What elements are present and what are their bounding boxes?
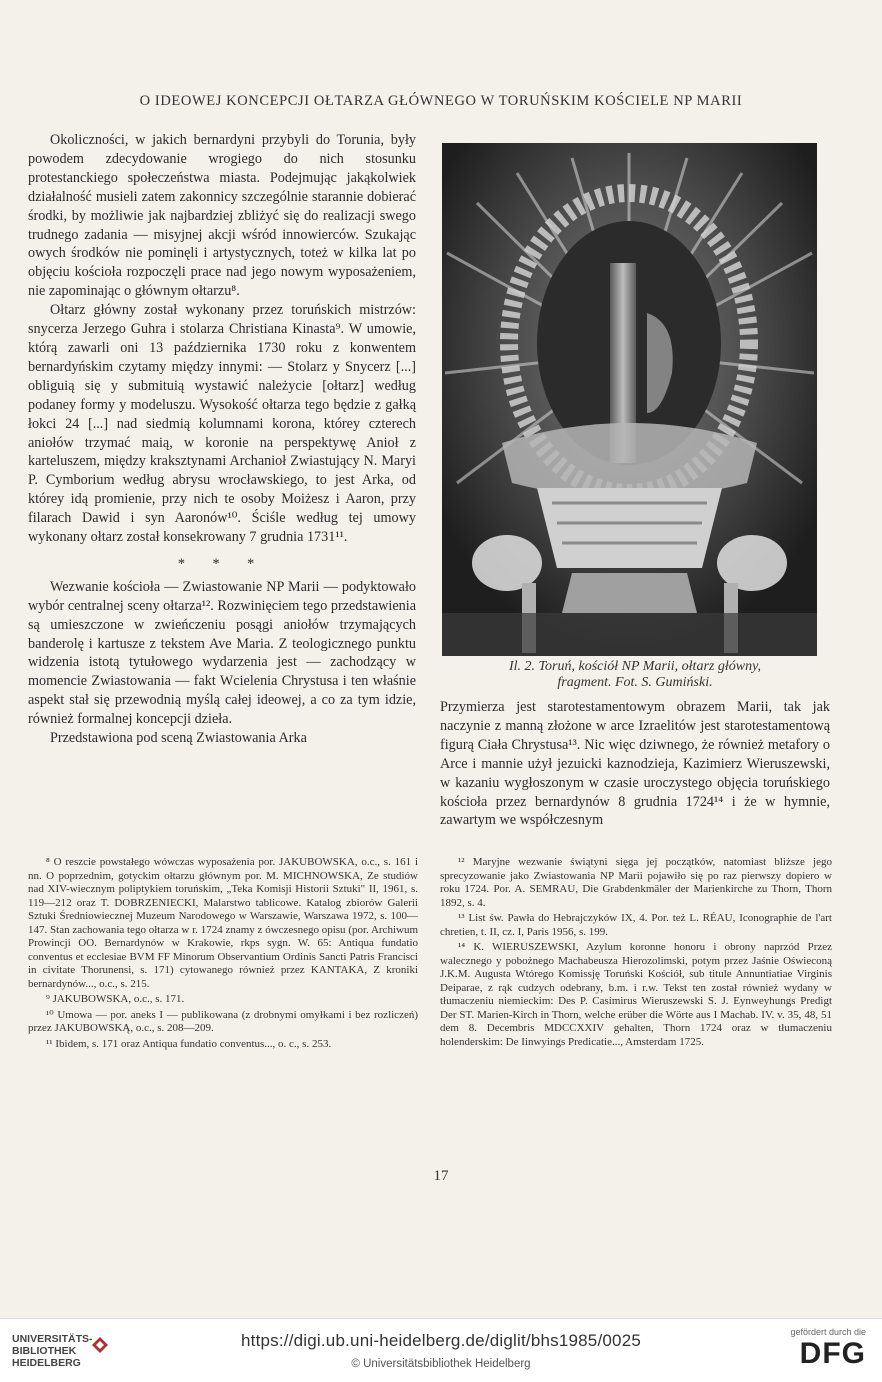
logo-text-line: BIBLIOTHEK xyxy=(12,1345,77,1357)
paragraph: Ołtarz główny został wykonany przez toruńskich mistrzów: snycerza Jerzego Guhra i stolarza Christiana Kinasta⁹. W umowie, którą zawarli oni 13 października 1730 roku z konwentem bernardyńskim czytamy między innymi: — Stolarz y Snycerz [...] obliguią się y submituią wystawić należycie [ołtarz] według podaney formy y modeluszu. Wysokość ołtarza tego będzie z gałką łokci 24 [...] nad siedmią kolumnami korona, którey czterech aniołów trzymać maią, w koronie na perspektywę Anioł z karteluszem, między kraksztynami Archanioł Zwiastujący N. Maryi P. Cymborium według abrysu wrocławskiego, to jest Arka, od którey idą promienie, przy nich te osoby Moiżesz i Aaron, przy filarach Dawid i syn Aaronów¹⁰. Ściśle według tej umowy wykonany ołtarz został konsekrowany 7 grudnia 1731¹¹. xyxy=(28,302,416,546)
viewer-footer xyxy=(0,1318,882,1382)
footnote: ¹⁰ Umowa — por. aneks I — publikowana (z drobnymi omyłkami i bez rozliczeń) przez JAKUBOWSKĄ, o.c., s. 208—209. xyxy=(28,1008,418,1034)
running-head: O IDEOWEJ KONCEPCJI OŁTARZA GŁÓWNEGO W TORUŃSKIM KOŚCIELE NP MARII xyxy=(139,93,743,109)
paragraph: Przymierza jest starotestamentowym obrazem Marii, tak jak naczynie z manną złożone w arce Izraelitów jest starotestamentową figurą Ciała Chrystusa¹³. Nic więc dziwnego, że również metafory o Arce i mannie użył jezuicki kaznodzieja, Kazimierz Wieruszewski, w kazaniu wygłoszonym w czasie uroczystego objęcia toruńskiego kościoła przez bernardynów 8 grudnia 1724¹⁴ i że w hymnie, zawartym we współczesnym xyxy=(440,699,830,829)
footnote: ¹³ List św. Pawła do Hebrajczyków IX, 4. Por. też L. RÉAU, Iconographie de l'art chretien, t. II, cz. I, Paris 1956, s. 199. xyxy=(440,912,832,938)
footnotes-left xyxy=(28,856,418,1053)
footnote: ¹¹ Ibidem, s. 171 oraz Antiqua fundatio conventus..., o. c., s. 253. xyxy=(46,1037,332,1050)
altar-photograph xyxy=(442,143,817,656)
logo-text-line: UNIVERSITÄTS- xyxy=(12,1333,93,1345)
paragraph: Wezwanie kościoła — Zwiastowanie NP Marii — podyktowało wybór centralnej sceny ołtarza¹². Rozwinięciem tego przedstawienia są umieszczone w zwieńczeniu posągi aniołów trzymających banderolę i kartusze z tekstem Ave Maria. Z teologicznego punktu widzenia istotą tytułowego wydarzenia jest — zachodzący w momencie Zwiastowania — fakt Wcielenia Chrystusa i ten właśnie aspekt stał się przewodnią myślą całej ideowej, a co za tym idzie, również formalnej koncepcji dzieła. xyxy=(28,578,416,728)
section-separator: * * * xyxy=(177,555,267,572)
paragraph: Przedstawiona pod sceną Zwiastowania Arka xyxy=(50,730,307,747)
figure-caption xyxy=(440,659,830,691)
caption-line: fragment. Fot. S. Gumiński. xyxy=(557,675,713,690)
footnote: ¹² Maryjne wezwanie świątyni sięga jej początków, natomiast bliższe jego sprecyzowanie jako Zwiastowania NP Marii pojawiło się po raz pierwszy dopiero w roku 1724. Por. A. SEMRAU, Die Grabdenkmäler der Marienkirche zu Thorn, Thorn 1892, s. 4. xyxy=(440,856,832,909)
dfg-logo[interactable] xyxy=(766,1327,866,1371)
footnote: ⁹ JAKUBOWSKA, o.c., s. 171. xyxy=(46,993,185,1005)
left-text-column xyxy=(28,131,416,748)
footnotes-right xyxy=(440,856,832,1051)
footnote: ⁸ O reszcie powstałego wówczas wyposażenia por. JAKUBOWSKA, o.c., s. 161 i nn. O poprzednim, gotyckim ołtarzu głównym por. M. MICHNOWSKA, Ze studiów nad XIV-wiecznym poliptykiem toruńskim, „Teka Komisji Historii Sztuki" II, 1961, s. 119—212 oraz T. DOBRZENIECKI, Malarstwo tablicowe. Katalog zbiorów Galerii Sztuki Średniowiecznej Muzeum Narodowego w Warszawie, Warszawa 1972, s. 100—147. Stan zachowania tego ołtarza w r. 1724 znamy z ówczesnego opisu (por. Archiwum Prowincji OO. Bernardynów w Krakowie, rkps sygn. W. 65: Antiqua fundatio conventus et ecclesiae BVM FF Minorum Observantium Ordinis Sancti Patris Francisci in civitate Thorunensi, s. 171) cytowanego również przez KANTAKA, Z kroniki bernardynów..., o.c., s. 215. xyxy=(28,856,418,990)
permalink-url[interactable]: https://digi.ub.uni-heidelberg.de/diglit/bhs1985/0025 xyxy=(241,1331,641,1350)
footnote: ¹⁴ K. WIERUSZEWSKI, Azylum koronne honoru i obrony naprzód Przez walecznego y pobożnego Machabeusza Hierozolimski, potym przez Jaśnie Oświeconą J.K.M. Augusta Wtórego Komissję Toruński Kościół, sub titule Annuntiatiae Virginis Deiparae, z rąk cudzych odebrany, b.m. i r.w. Tekst ten został również wydany w tłumaczeniu niemieckim: Des P. Casimirus Wieruszewski S. J. Eynweyhungs Predigt Der ST. Marien-Kirch in Thorn, welche erüber die Wörte aus I Machab. IV. v. 35, 48, 51 dem 8. Decembris MDCCXXIV gehalten, Thorn 1724 oraz w tłumaczeniu holenderskim: De Iinwyings Predicatie..., Amsterdam 1725. xyxy=(440,941,832,1048)
dfg-label: gefördert durch die xyxy=(790,1327,866,1337)
dfg-mark: DFG xyxy=(799,1337,866,1370)
paragraph: Okoliczności, w jakich bernardyni przybyli do Torunia, były powodem zdecydowanie wrogiego do nich stosunku protestanckiego społeczeństwa miasta. Podejmując jakąkolwiek działalność musieli zatem zakonnicy szczególnie starannie dobierać środki, by możliwie jak najbardziej zbliżyć się do realizacji swego trudnego zadania — misyjnej akcji wśród innowierców. Szukając owych środków nie pominęli i artystycznych, toteż w kilka lat po objęciu kościoła rozpoczęli prace nad jego nowym wyposażeniem, nie zapominając o głównym ołtarzu⁸. xyxy=(28,132,416,300)
caption-line: Il. 2. Toruń, kościół NP Marii, ołtarz główny, xyxy=(508,659,762,674)
copyright-notice: © Universitätsbibliothek Heidelberg xyxy=(351,1358,531,1370)
right-text-column xyxy=(440,698,830,830)
logo-text-line: HEIDELBERG xyxy=(12,1357,81,1369)
page-number: 17 xyxy=(433,1168,449,1184)
altar-photo-image xyxy=(442,143,817,656)
